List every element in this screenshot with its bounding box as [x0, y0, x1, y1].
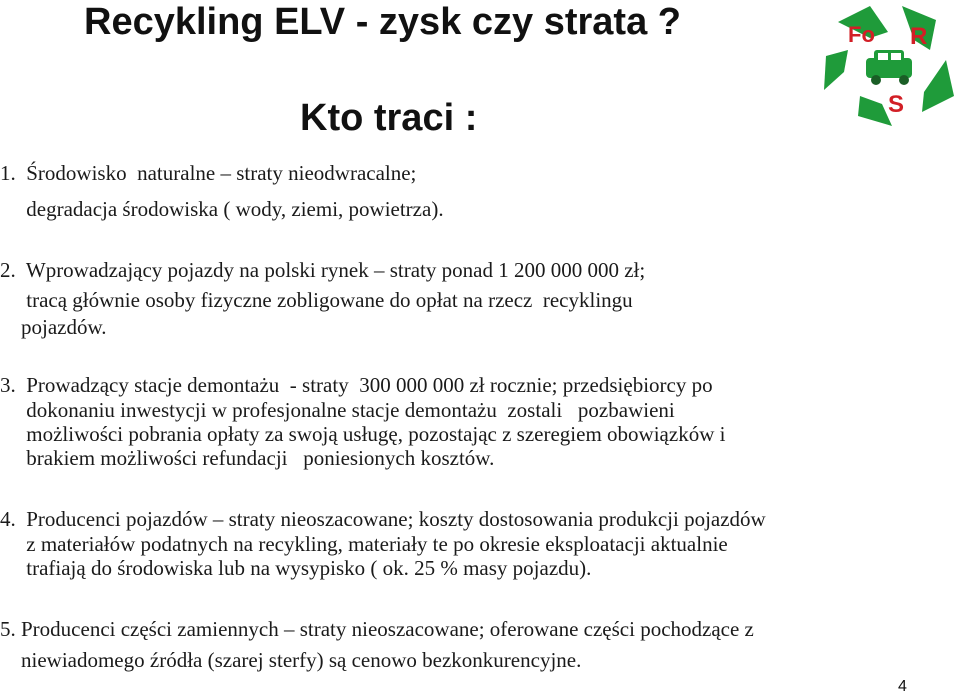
logo-letter-s: S [888, 91, 905, 118]
item-5-line-2: niewiadomego źródła (szarej sterfy) są cenowo bezkonkurencyjne. [0, 648, 582, 672]
car-icon [866, 50, 912, 85]
item-1-line-2: degradacja środowiska ( wody, ziemi, powietrza). [0, 197, 444, 221]
item-5-line-1: 5. Producenci części zamiennych – straty nieoszacowane; oferowane części pochodzące z [0, 617, 754, 641]
item-4-line-3: trafiają do środowiska lub na wysypisko ( ok. 25 % masy pojazdu). [0, 556, 592, 580]
item-2-line-2: tracą głównie osoby fizyczne zobligowane do opłat na rzecz recyklingu [0, 288, 633, 312]
logo-letters-fo: Fo [848, 22, 875, 47]
slide-title: Recykling ELV - zysk czy strata ? [84, 1, 681, 43]
page-number: 4 [898, 678, 907, 695]
item-2-line-1: 2. Wprowadzający pojazdy na polski rynek – straty ponad 1 200 000 000 zł; [0, 258, 646, 282]
item-3-line-2: dokonaniu inwestycji w profesjonalne stacje demontażu zostali pozbawieni [0, 398, 675, 422]
item-1-line-1: 1. Środowisko naturalne – straty nieodwracalne; [0, 161, 417, 185]
item-4-line-2: z materiałów podatnych na recykling, materiały te po okresie eksploatacji aktualnie [0, 532, 728, 556]
item-3-line-4: brakiem możliwości refundacji poniesionych kosztów. [0, 446, 495, 470]
item-4-line-1: 4. Producenci pojazdów – straty nieoszacowane; koszty dostosowania produkcji pojazdów [0, 507, 766, 531]
recycling-logo [818, 0, 958, 130]
item-2-line-3: pojazdów. [0, 315, 107, 339]
item-3-line-1: 3. Prowadzący stacje demontażu - straty 300 000 000 zł rocznie; przedsiębiorcy po [0, 373, 713, 397]
slide-subtitle: Kto traci : [300, 97, 478, 139]
item-3-line-3: możliwości pobrania opłaty za swoją usługę, pozostając z szeregiem obowiązków i [0, 422, 726, 446]
logo-letter-r: R [910, 23, 928, 50]
